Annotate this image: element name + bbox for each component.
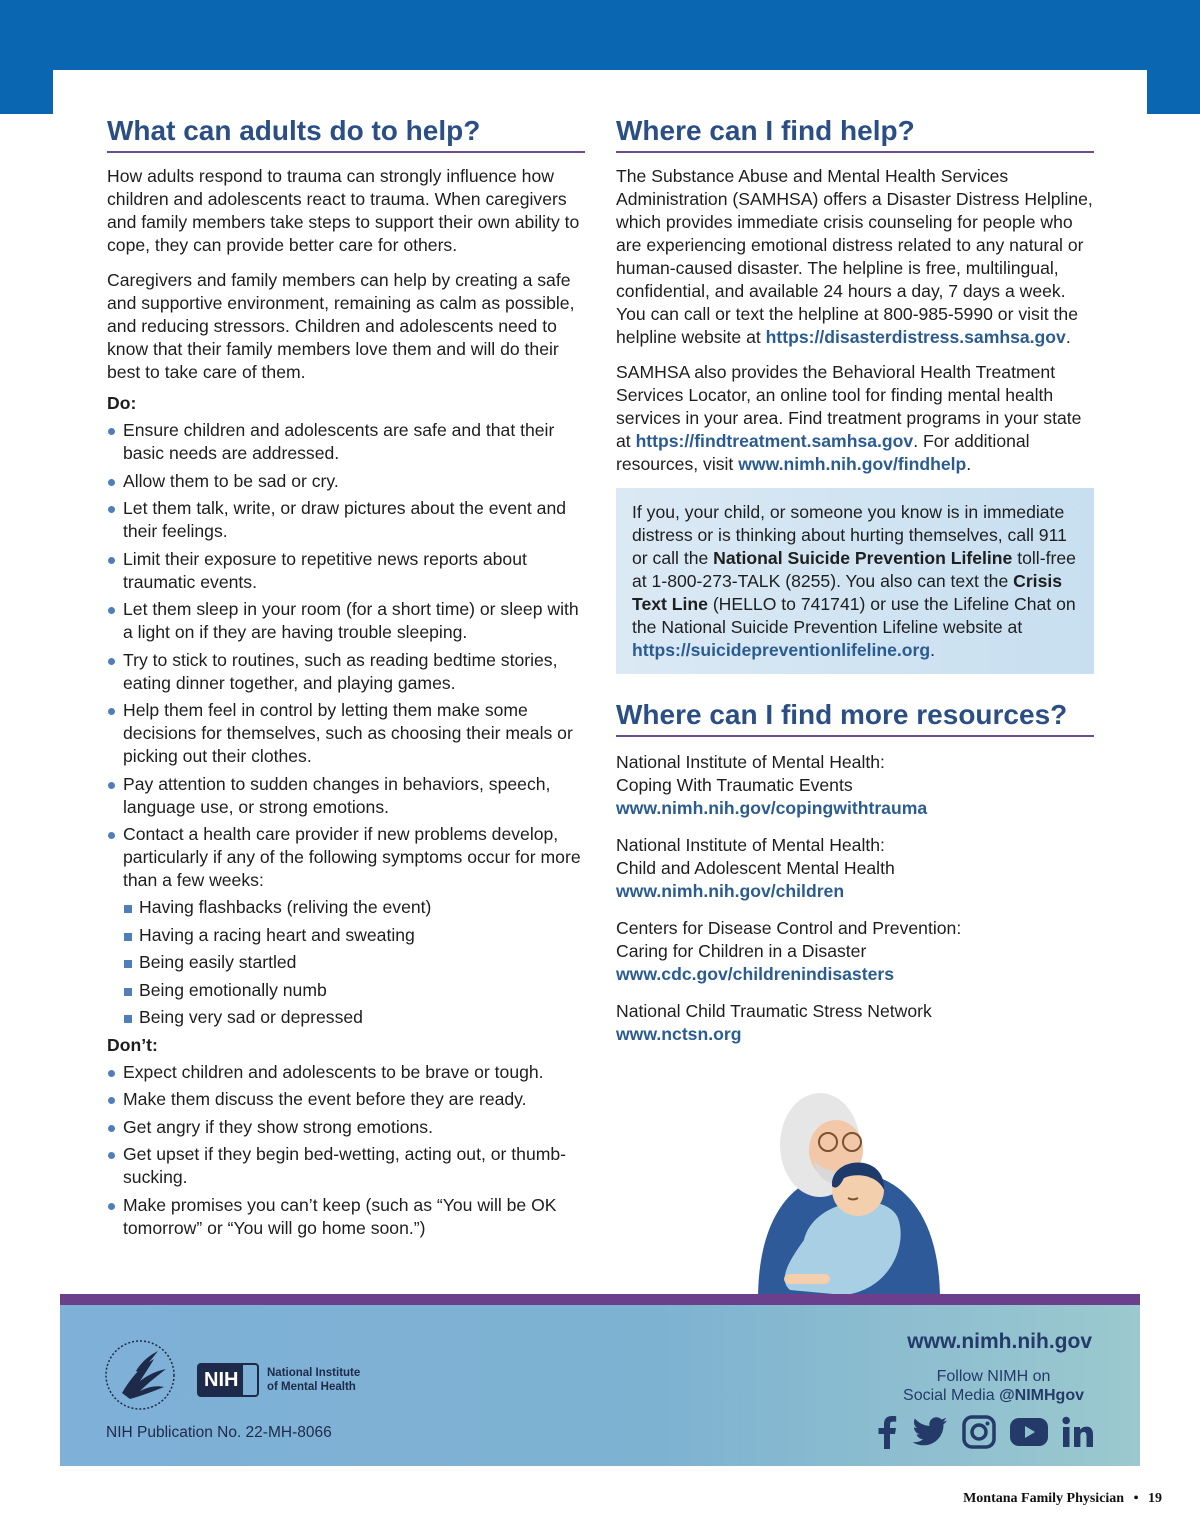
do-item: Allow them to be sad or cry.	[107, 470, 585, 493]
resource-link[interactable]: www.nimh.nih.gov/children	[616, 881, 845, 901]
left-column	[107, 114, 585, 1244]
dont-label: Don’t:	[107, 1034, 158, 1055]
resource-link[interactable]: www.nimh.nih.gov/copingwithtrauma	[616, 798, 928, 818]
resource-org: Centers for Disease Control and Prevention:	[616, 918, 962, 938]
findhelp-link[interactable]: www.nimh.nih.gov/findhelp	[738, 454, 967, 474]
symptom-item: Being easily startled	[107, 951, 585, 974]
resource-item	[616, 751, 1094, 820]
publication-number: NIH Publication No. 22-MH-8066	[106, 1424, 332, 1441]
do-item: Pay attention to sudden changes in behaviors, speech, language use, or strong emotions.	[107, 773, 585, 819]
instagram-icon[interactable]	[962, 1415, 996, 1449]
resource-title: Child and Adolescent Mental Health	[616, 858, 895, 878]
do-list	[107, 419, 585, 1029]
follow-line: Follow NIMH on	[936, 1368, 1051, 1385]
resource-item	[616, 834, 1094, 903]
symptom-item: Being very sad or depressed	[107, 1006, 585, 1029]
resource-item	[616, 1000, 1094, 1046]
youtube-icon[interactable]	[1010, 1418, 1048, 1446]
do-item	[107, 823, 585, 1029]
social-icons	[876, 1415, 1094, 1449]
nih-badge	[197, 1363, 259, 1397]
twitter-icon[interactable]	[912, 1417, 948, 1447]
heading-adults-help: What can adults do to help?	[107, 114, 585, 153]
symptom-item: Being emotionally numb	[107, 979, 585, 1002]
social-handle: @NIMHgov	[999, 1387, 1084, 1404]
resource-title: Coping With Traumatic Events	[616, 775, 853, 795]
locator-text: SAMHSA also provides the Behavioral Health Treatment Services Locator, an online tool for finding mental health services in your area. Find treatment programs in your state at	[616, 362, 1082, 451]
page-footer	[963, 1491, 1162, 1507]
do-item: Let them sleep in your room (for a short time) or sleep with a light on if they are having trouble sleeping.	[107, 598, 585, 644]
callout-text: If you, your child, or someone you know is in immediate distress or is thinking about hurting themselves, call 911 or call the	[632, 502, 1067, 568]
resource-org: National Institute of Mental Health:	[616, 835, 885, 855]
resource-org: National Institute of Mental Health:	[616, 752, 885, 772]
resource-item	[616, 917, 1094, 986]
left-paragraph-2: Caregivers and family members can help by creating a safe and supportive environment, remaining as calm as possible, and reducing stressors. Children and adolescents need to know that their family members love them and will do their best to take care of them.	[107, 270, 575, 382]
do-item: Ensure children and adolescents are safe and that their basic needs are addressed.	[107, 419, 585, 465]
dont-item: Make them discuss the event before they are ready.	[107, 1088, 585, 1111]
symptom-item: Having flashbacks (reliving the event)	[107, 896, 585, 919]
dont-list	[107, 1061, 585, 1240]
grandparent-hug-illustration	[748, 1090, 948, 1300]
hhs-eagle-logo	[100, 1335, 184, 1417]
heading-more-resources: Where can I find more resources?	[616, 698, 1094, 737]
do-item: Let them talk, write, or draw pictures about the event and their feelings.	[107, 497, 585, 543]
dont-item: Make promises you can’t keep (such as “You will be OK tomorrow” or “You will go home soon.”)	[107, 1194, 585, 1240]
lifeline-link[interactable]: https://suicidepreventionlifeline.org	[632, 640, 931, 660]
nih-logo	[197, 1363, 360, 1397]
callout-text: (HELLO to 741741) or use the Lifeline Chat on the National Suicide Prevention Lifeline website at	[632, 594, 1076, 637]
callout-crisis-text-line: Crisis Text Line	[632, 571, 1063, 614]
do-item-text: Contact a health care provider if new problems develop, particularly if any of the following symptoms occur for more than a few weeks:	[123, 824, 581, 890]
do-item: Try to stick to routines, such as reading bedtime stories, eating dinner together, and playing games.	[107, 649, 585, 695]
follow-text: Social Media	[903, 1387, 1000, 1404]
dont-item: Get angry if they show strong emotions.	[107, 1116, 585, 1139]
callout-lifeline-name: National Suicide Prevention Lifeline	[713, 548, 1013, 568]
disaster-distress-link[interactable]: https://disasterdistress.samhsa.gov	[765, 327, 1066, 347]
journal-name: Montana Family Physician	[963, 1491, 1125, 1506]
do-label: Do:	[107, 393, 137, 413]
callout-text: toll-free at 1-800-273-TALK (8255). You also can text the	[632, 548, 1076, 591]
crisis-callout-box: If you, your child, or someone you know is in immediate distress or is thinking about hurting themselves, call 911 or call the National Suicide Prevention Lifeline toll-free at 1-800-273-TALK (8255). You also can text the Crisis Text Line (HELLO to 741741) or use the Lifeline Chat on the National Suicide Prevention Lifeline website at https://suicidepreventionlifeline.org.	[616, 488, 1094, 674]
samhsa-paragraph: The Substance Abuse and Mental Health Services Administration (SAMHSA) offers a Disaster Distress Helpline, which provides immediate crisis counseling for people who are experiencing emotional distress related to any natural or human-caused disaster. The helpline is free, multilingual, confidential, and available 24 hours a day, 7 days a week. You can call or text the helpline at 800-985-5990 or visit the helpline website at https://disasterdistress.samhsa.gov.	[616, 166, 1093, 347]
page-number: 19	[1148, 1491, 1162, 1506]
resource-org: National Child Traumatic Stress Network	[616, 1001, 932, 1021]
resource-link[interactable]: www.nctsn.org	[616, 1024, 742, 1044]
footer-bar	[60, 1294, 1140, 1466]
heading-find-help: Where can I find help?	[616, 114, 1094, 153]
dont-item: Get upset if they begin bed-wetting, acting out, or thumb-sucking.	[107, 1143, 585, 1189]
resource-link[interactable]: www.cdc.gov/childrenindisasters	[616, 964, 894, 984]
nih-name-line: National Institute	[267, 1367, 361, 1379]
symptom-item: Having a racing heart and sweating	[107, 924, 585, 947]
locator-paragraph: SAMHSA also provides the Behavioral Health Treatment Services Locator, an online tool for finding mental health services in your area. Find treatment programs in your state at https://findtreatment.samhsa.gov. For additional resources, visit www.nimh.nih.gov/findhelp.	[616, 362, 1082, 474]
do-item: Limit their exposure to repetitive news reports about traumatic events.	[107, 548, 585, 594]
locator-mid-text: . For additional resources, visit	[616, 431, 1030, 474]
findtreatment-link[interactable]: https://findtreatment.samhsa.gov	[635, 431, 914, 451]
nimh-website-link[interactable]: www.nimh.nih.gov	[907, 1330, 1092, 1353]
resource-title: Caring for Children in a Disaster	[616, 941, 867, 961]
right-column	[616, 114, 1094, 1046]
nih-badge-text: NIH	[199, 1364, 243, 1396]
samhsa-text: The Substance Abuse and Mental Health Services Administration (SAMHSA) offers a Disaster Distress Helpline, which provides immediate crisis counseling for people who are experiencing emotional distress related to any natural or human-caused disaster. The helpline is free, multilingual, confidential, and available 24 hours a day, 7 days a week. You can call or text the helpline at 800-985-5990 or visit the helpline website at	[616, 166, 1093, 347]
facebook-icon[interactable]	[876, 1415, 898, 1449]
footer-separator: •	[1133, 1491, 1139, 1506]
follow-line	[903, 1386, 1084, 1405]
nih-institute-name	[267, 1366, 360, 1394]
dont-item: Expect children and adolescents to be brave or tough.	[107, 1061, 585, 1084]
linkedin-icon[interactable]	[1062, 1416, 1094, 1448]
symptom-list	[107, 896, 585, 1029]
nih-name-line: of Mental Health	[267, 1381, 356, 1393]
do-item: Help them feel in control by letting them make some decisions for themselves, such as choosing their meals or picking out their clothes.	[107, 699, 585, 768]
follow-social-text	[903, 1367, 1084, 1405]
left-paragraph-1: How adults respond to trauma can strongly influence how children and adolescents react to trauma. When caregivers and family members take steps to support their own ability to cope, they can provide better care for others.	[107, 166, 580, 255]
